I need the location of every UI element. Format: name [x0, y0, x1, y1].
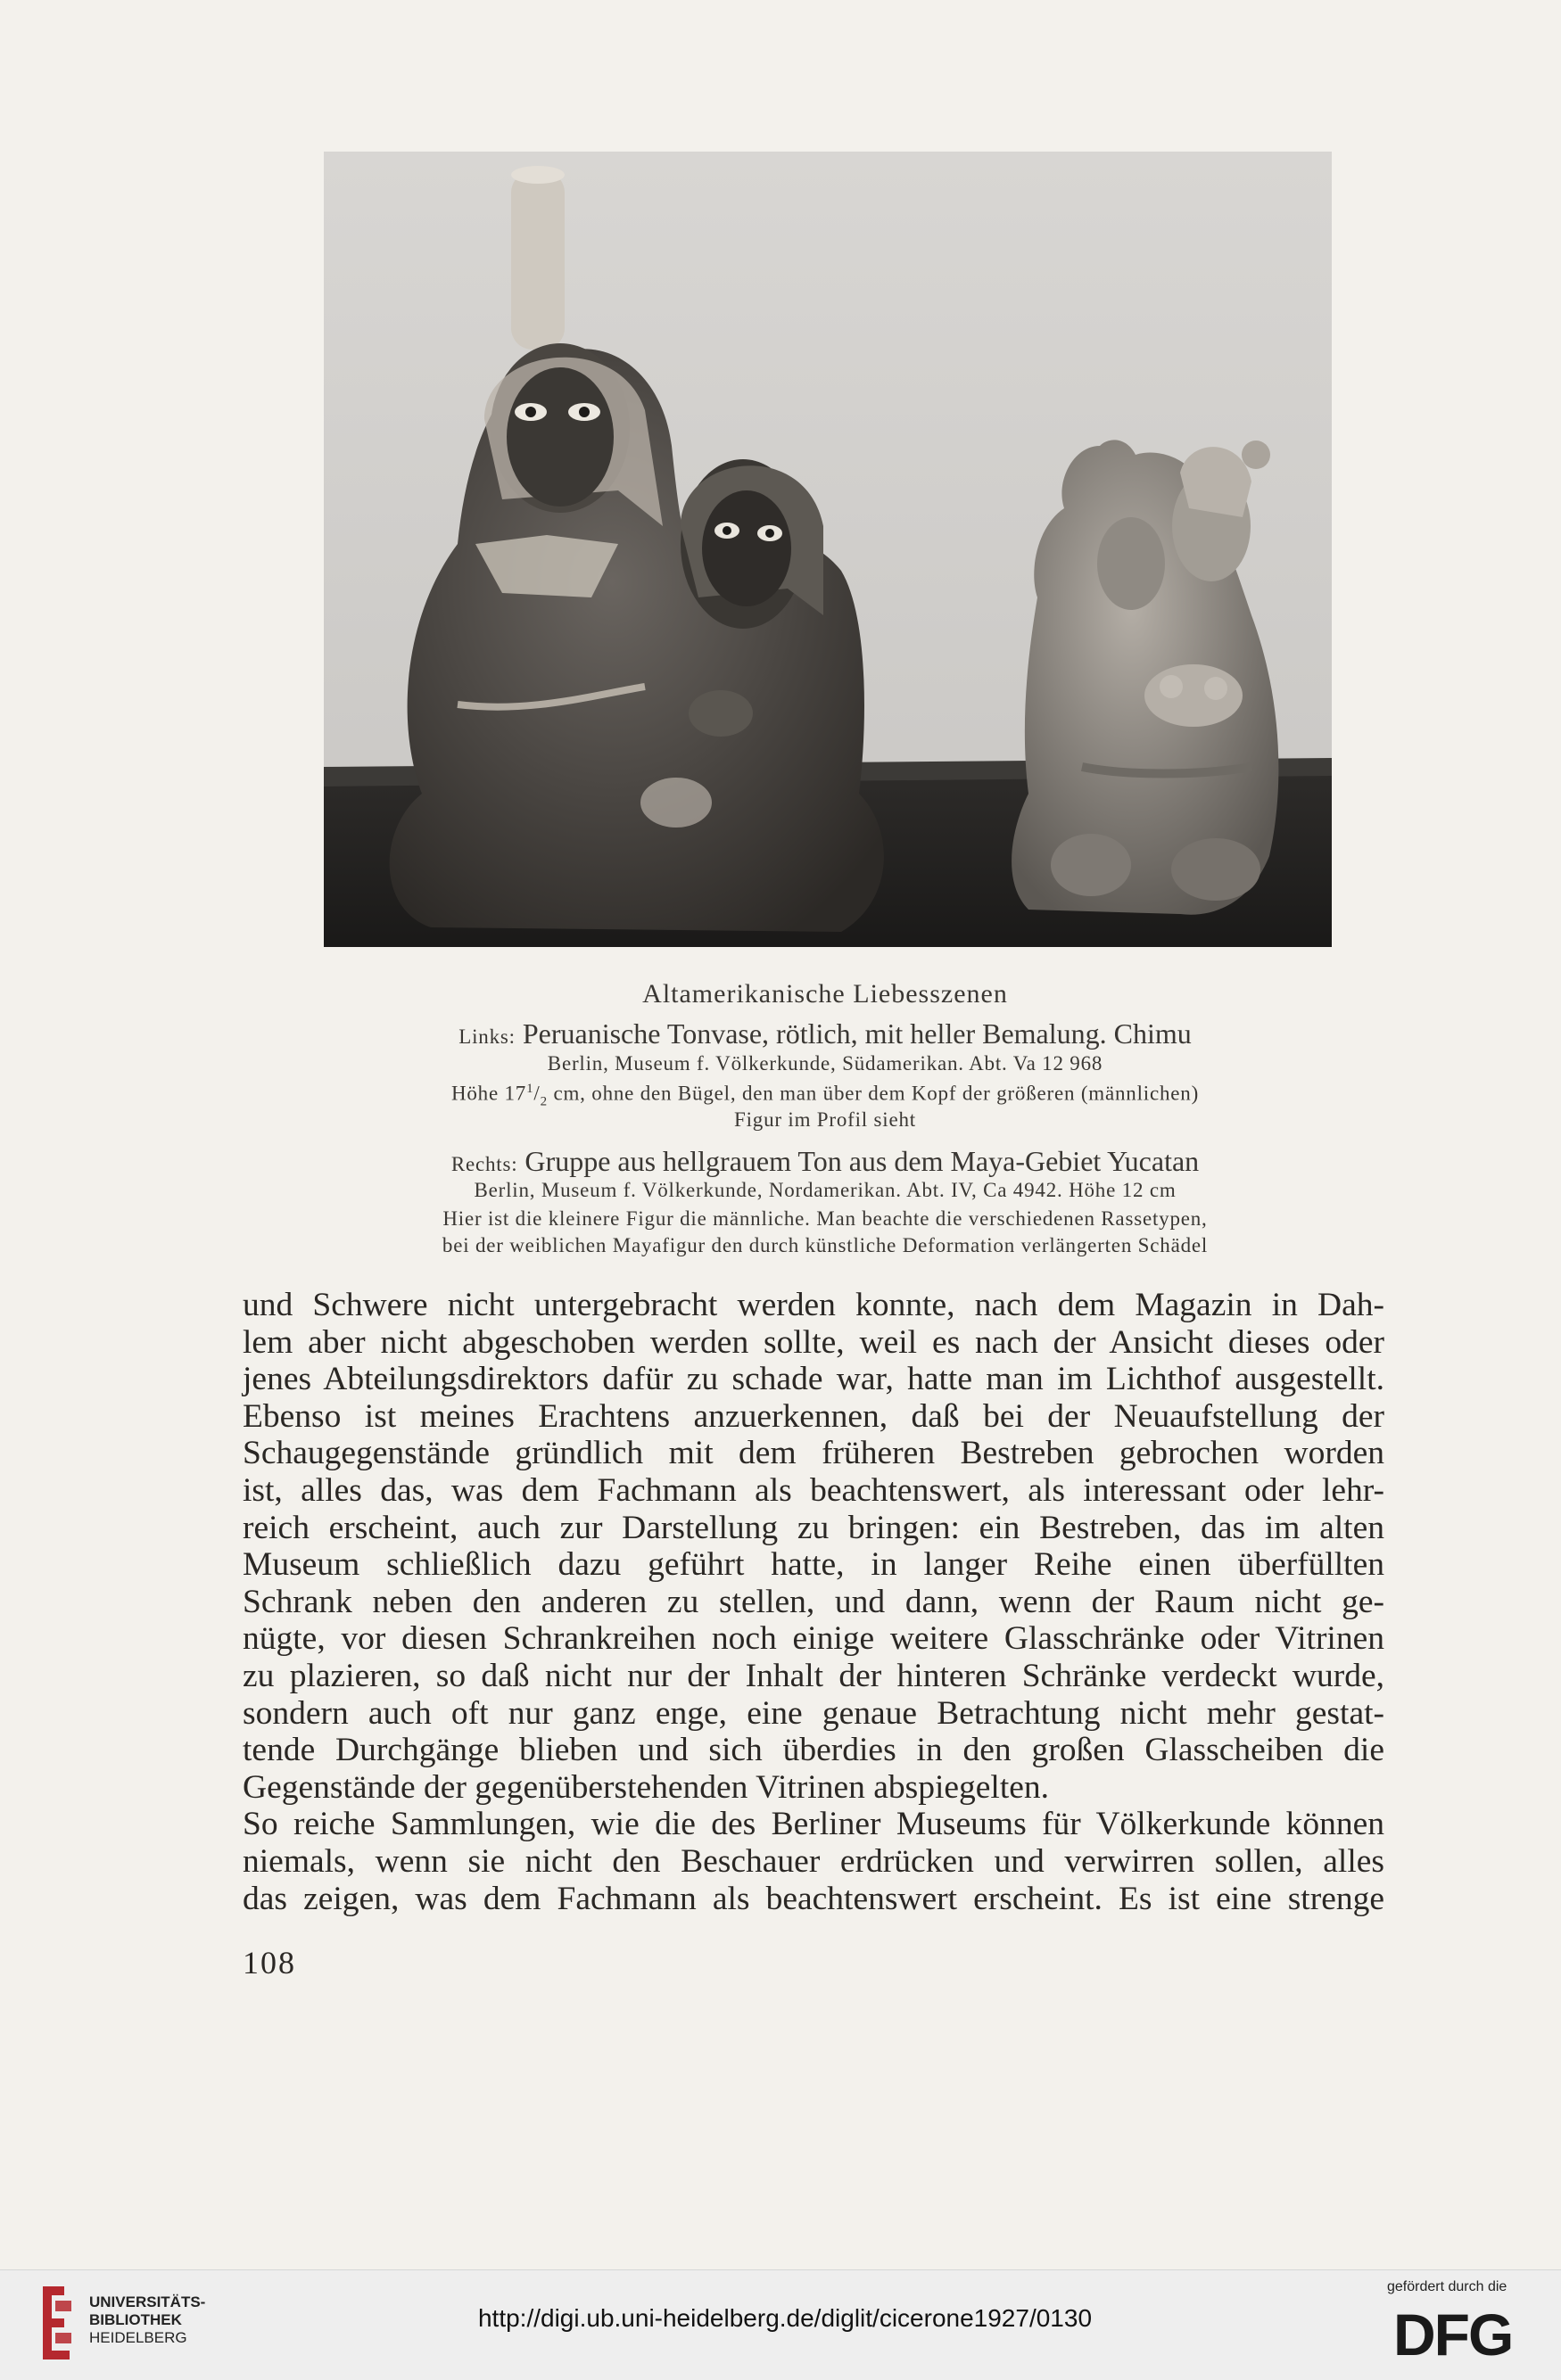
library-name-line: UNIVERSITÄTS- [89, 2294, 206, 2310]
body-line: Museum schließlich dazu geführt hatte, in langer Reihe einen überfüllten [243, 1546, 1384, 1584]
body-line: jenes Abteilungsdirektors dafür zu schade war, hatte man im Lichthof ausgestellt. [243, 1361, 1384, 1398]
body-line: niemals, wenn sie nicht den Beschauer erdrücken und verwirren sollen, alles [243, 1842, 1384, 1880]
caption-right-line [268, 1145, 1383, 1178]
library-name-line: HEIDELBERG [89, 2329, 187, 2346]
source-url-link[interactable]: http://digi.ub.uni-heidelberg.de/diglit/cicerone1927/0130 [477, 2304, 1093, 2332]
caption-left-culture: Chimu [1113, 1017, 1192, 1050]
body-line: So reiche Sammlungen, wie die des Berliner Museums für Völkerkunde können [243, 1806, 1384, 1843]
body-line: Gegenstände der gegenüberstehenden Vitrinen abspiegelten. [243, 1768, 1050, 1806]
caption-left-height [268, 1082, 1383, 1109]
body-line: zu plazieren, so daß nicht nur der Inhalt der hinteren Schränke verdeckt wurde, [243, 1657, 1384, 1694]
caption-left-height-a: Höhe 17 [450, 1082, 527, 1105]
body-line: und Schwere nicht untergebracht werden konnte, nach dem Magazin in Dah- [243, 1287, 1384, 1323]
caption-left-height-sub: 2 [540, 1094, 548, 1109]
caption-left-height-sup: 1 [526, 1082, 534, 1096]
caption-right-text: Gruppe aus hellgrauem Ton aus dem Maya-Gebiet Yucatan [524, 1145, 1200, 1177]
caption-left-height-slash: / [533, 1082, 541, 1105]
photo-figures-illustration [324, 152, 1332, 947]
caption-left-label: Links: [458, 1025, 516, 1048]
caption-left-museum: Berlin, Museum f. Völkerkunde, Südamerikan. Abt. Va 12 968 [547, 1052, 1103, 1075]
caption-left-line [268, 1017, 1383, 1050]
body-line: ist, alles das, was dem Fachmann als beachtenswert, als interessant oder lehr- [243, 1471, 1384, 1509]
caption-left-text: Peruanische Tonvase, rötlich, mit heller Bemalung. [522, 1017, 1107, 1050]
body-line: Schaugegenstände gründlich mit dem früheren Bestreben gebrochen worden [243, 1435, 1384, 1472]
body-line: Schrank neben den anderen zu stellen, und dann, wenn der Raum nicht ge- [243, 1583, 1384, 1620]
body-line: lem aber nicht abgeschoben werden sollte, weil es nach der Ansicht dieses oder [243, 1323, 1384, 1361]
figure-caption-title: Altamerikanische Liebesszenen [642, 979, 1008, 1009]
library-name-line: BIBLIOTHEK [89, 2311, 182, 2328]
body-line: das zeigen, was dem Fachmann als beachtenswert erscheint. Es ist eine strenge [243, 1880, 1384, 1917]
page-number: 108 [243, 1945, 296, 1981]
caption-right-note-2: bei der weiblichen Mayafigur den durch künstliche Deformation verlängerten Schädel [442, 1234, 1209, 1256]
caption-right-note-1: Hier ist die kleinere Figur die männliche. Man beachte die verschiedenen Rassetypen, [442, 1207, 1208, 1230]
body-text [243, 1287, 1384, 1917]
dfg-logo-text: DFG [1393, 2303, 1513, 2361]
body-line: sondern auch oft nur ganz enge, eine genaue Betrachtung nicht mehr gestat- [243, 1694, 1384, 1732]
caption-right-museum: Berlin, Museum f. Völkerkunde, Nordamerikan. Abt. IV, Ca 4942. Höhe 12 cm [474, 1179, 1177, 1201]
ub-heidelberg-logo-icon [37, 2283, 75, 2363]
body-line: tende Durchgänge blieben und sich überdies in den großen Glasscheiben die [243, 1732, 1384, 1769]
library-name [89, 2294, 205, 2347]
body-line: Ebenso ist meines Erachtens anzuerkennen, daß bei der Neuaufstellung der [243, 1397, 1384, 1435]
caption-left-height-b: cm, ohne den Bügel, den man über dem Kopf der größeren (männlichen) [547, 1082, 1200, 1105]
body-line: nügte, vor diesen Schrankreihen noch einige weitere Glasschränke oder Vitrinen [243, 1620, 1384, 1658]
caption-right-label: Rechts: [450, 1153, 518, 1175]
body-line: reich erscheint, auch zur Darstellung zu bringen: ein Bestreben, das im alten [243, 1509, 1384, 1546]
photograph [324, 152, 1332, 947]
caption-left-height-cont: Figur im Profil sieht [733, 1108, 916, 1131]
dfg-logo-icon [1390, 2303, 1537, 2361]
funding-note: gefördert durch die [1387, 2279, 1507, 2294]
